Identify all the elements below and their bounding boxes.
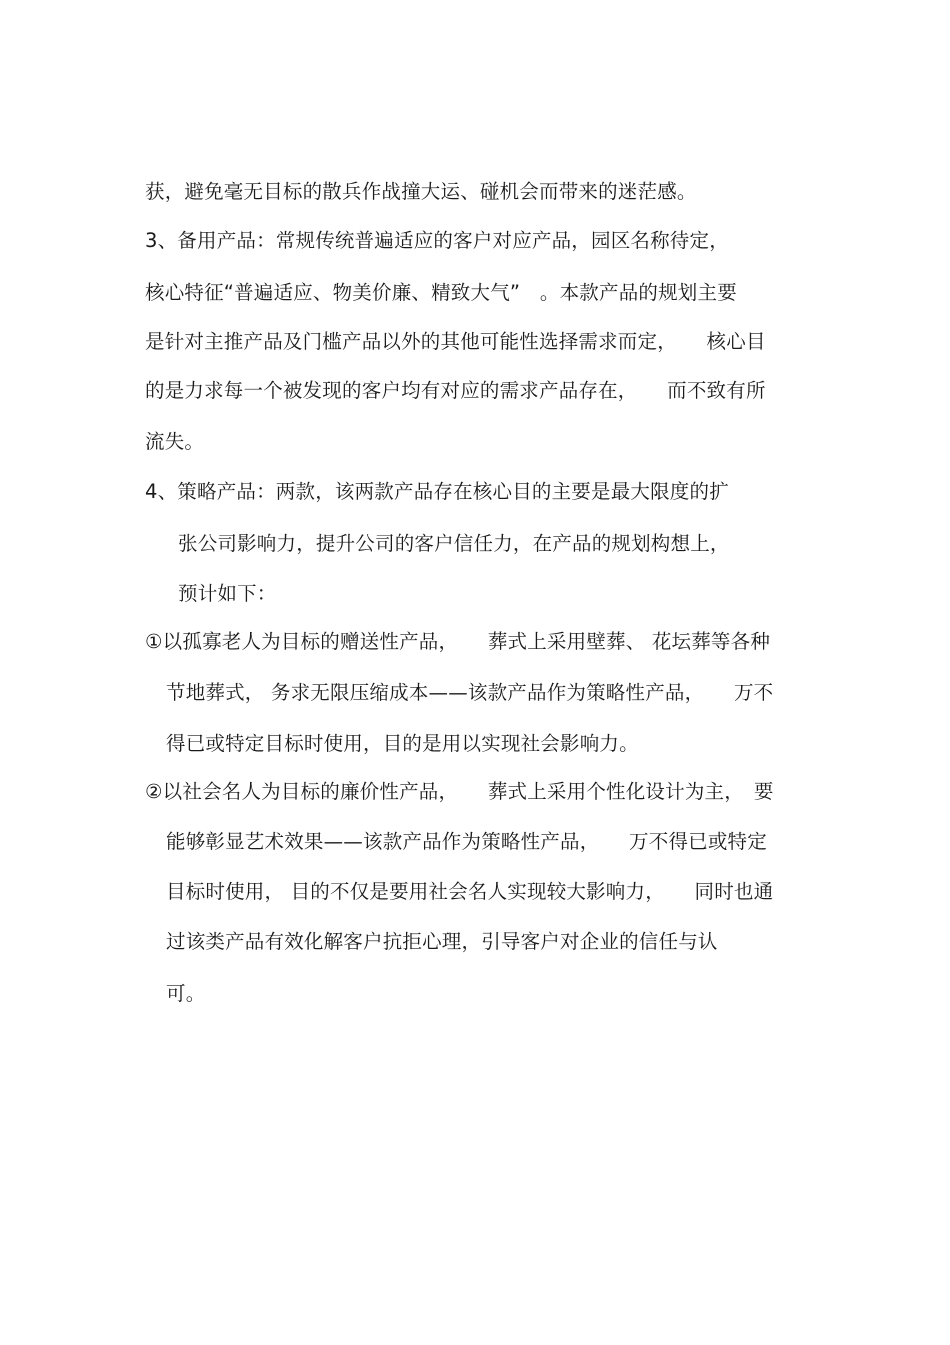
paragraph-line-5: 的是力求每一个被发现的客户均有对应的需求产品存在， 而不致有所 (145, 379, 766, 402)
paragraph-line-9: 预计如下： (178, 582, 277, 605)
paragraph-line-4: 是针对主推产品及门槛产品以外的其他可能性选择需求而定， 核心目 (145, 330, 766, 353)
paragraph-line-12: 得已或特定目标时使用，目的是用以实现社会影响力。 (166, 732, 639, 755)
paragraph-line-11: 节地葬式， 务求无限压缩成本——该款产品作为策略性产品， 万不 (166, 681, 774, 704)
paragraph-line-15: 目标时使用， 目的不仅是要用社会名人实现较大影响力， 同时也通 (166, 880, 774, 903)
paragraph-line-2: 3、备用产品：常规传统普遍适应的客户对应产品，园区名称待定， (145, 229, 729, 252)
paragraph-line-13: ②以社会名人为目标的廉价性产品， 葬式上采用个性化设计为主， 要 (145, 780, 774, 803)
paragraph-line-1: 获，避免毫无目标的散兵作战撞大运、碰机会而带来的迷茫感。 (145, 180, 697, 203)
paragraph-line-7: 4、策略产品：两款，该两款产品存在核心目的主要是最大限度的扩 (145, 480, 729, 503)
paragraph-line-3: 核心特征“普遍适应、物美价廉、精致大气” 。本款产品的规划主要 (145, 281, 737, 304)
paragraph-line-14: 能够彰显艺术效果——该款产品作为策略性产品， 万不得已或特定 (166, 830, 767, 853)
paragraph-line-8: 张公司影响力，提升公司的客户信任力，在产品的规划构想上， (178, 532, 730, 555)
paragraph-line-10: ①以孤寡老人为目标的赠送性产品， 葬式上采用壁葬、 花坛葬等各种 (145, 630, 771, 653)
paragraph-line-17: 可。 (166, 982, 206, 1005)
paragraph-line-6: 流失。 (145, 430, 205, 453)
paragraph-line-16: 过该类产品有效化解客户抗拒心理，引导客户对企业的信任与认 (166, 930, 718, 953)
